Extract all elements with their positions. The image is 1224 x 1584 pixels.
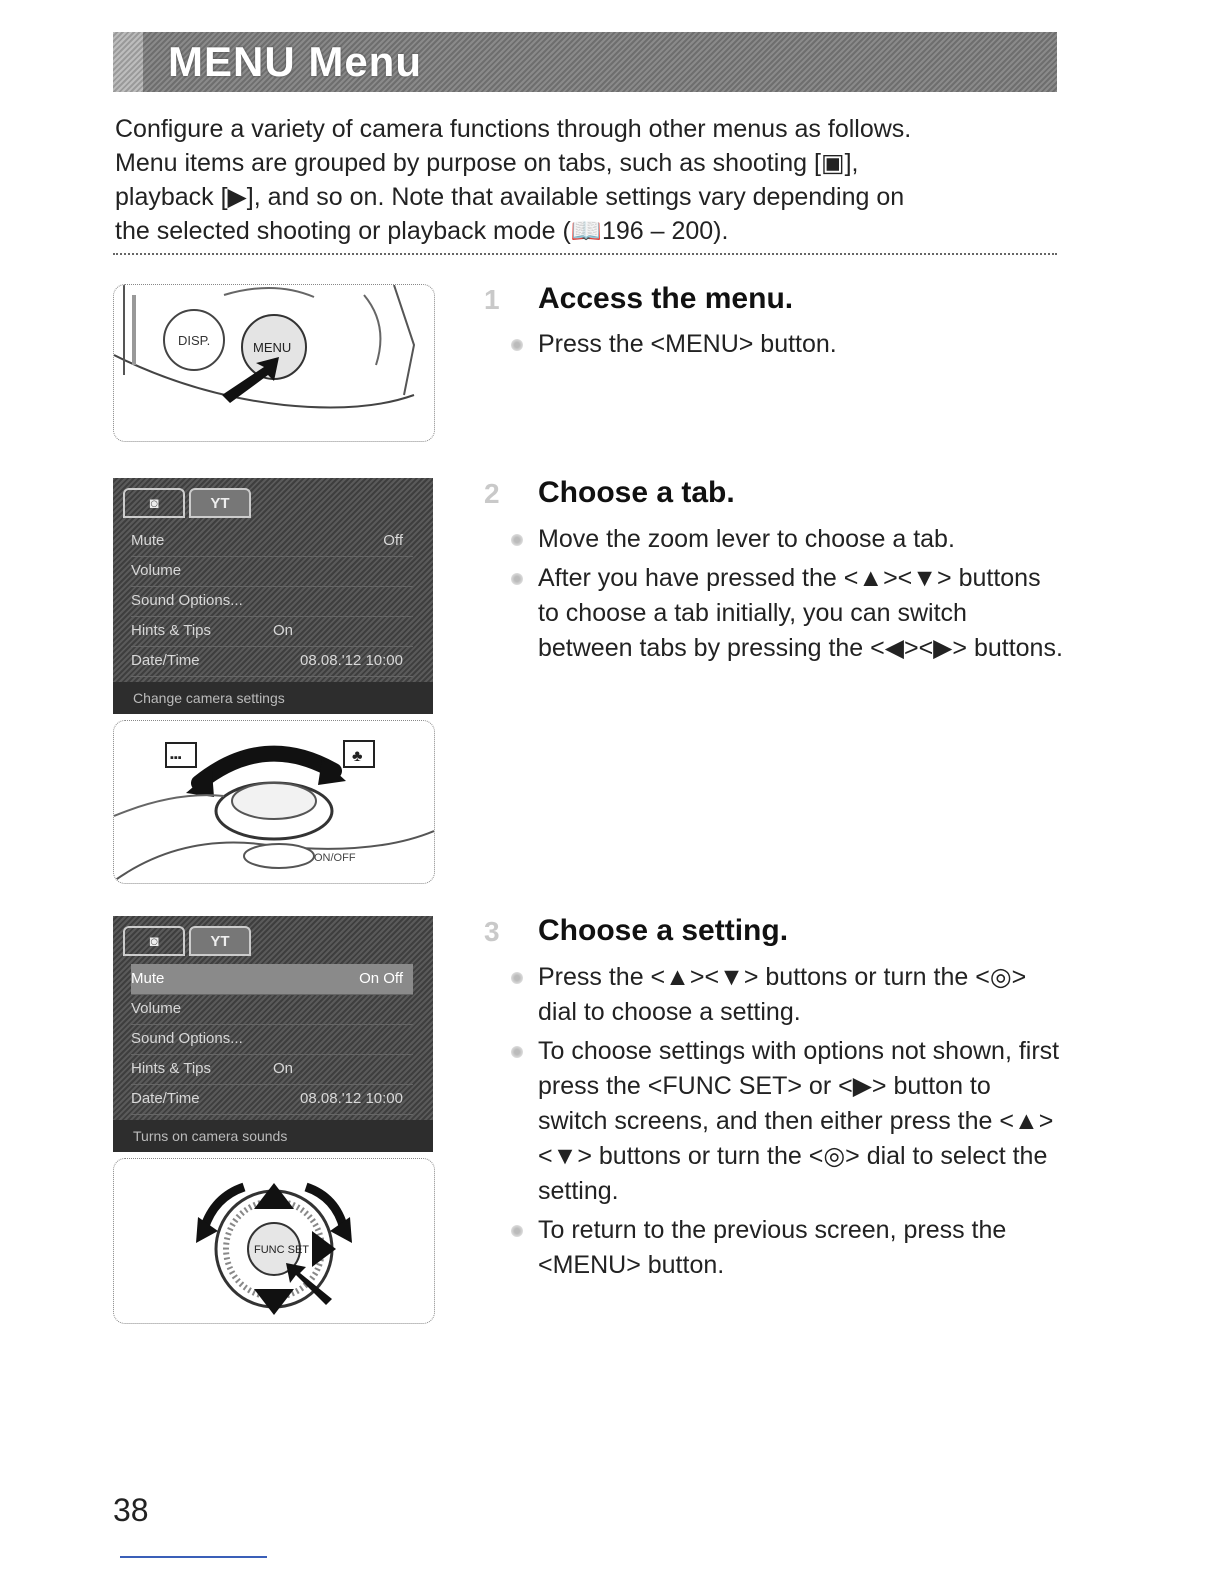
bullet-text: To choose settings with options not shown, first press the <FUNC SET> or <▶> button to switch screens, and then either press the <▲><▼> buttons or turn the <◎> dial to select the setting. [538, 1037, 1060, 1205]
step-bullets [505, 960, 1065, 1287]
menu-row [131, 994, 413, 1025]
menu-row-value: On [272, 622, 293, 639]
tools-icon: YT [210, 494, 230, 512]
menu-row-label: Hints & Tips [131, 622, 212, 639]
list-item [505, 960, 1065, 1030]
list-item [505, 522, 1065, 557]
tab-setup [189, 926, 251, 956]
menu-tabs [123, 488, 251, 518]
bullet-text: Press the <MENU> button. [538, 330, 837, 358]
bullet-icon [511, 1225, 523, 1237]
section-header-banner [113, 32, 1057, 92]
figure-menu-button [113, 284, 435, 442]
svg-text:▪▪▪: ▪▪▪ [170, 752, 182, 764]
menu-row-value: On [272, 1060, 293, 1077]
banner-notch [113, 32, 143, 92]
onoff-label: ON/OFF [314, 852, 356, 864]
menu-row-label: Mute [131, 970, 165, 987]
step-number: 1 [484, 284, 500, 315]
svg-text:♣: ♣ [352, 748, 363, 765]
menu-row [131, 1024, 413, 1055]
intro-line: playback [▶], and so on. Note that available settings vary depending on [115, 183, 905, 211]
menu-row [131, 556, 413, 587]
menu-hint-bar: Change camera settings [113, 682, 433, 714]
menu-row-label: Sound Options... [131, 1030, 243, 1047]
bullet-text: Move the zoom lever to choose a tab. [538, 525, 955, 553]
figure-control-dial [113, 1158, 435, 1324]
menu-row-value: Off [383, 532, 403, 549]
camera-top-illustration [114, 285, 434, 441]
menu-row-value: 08.08.'12 10:00 [300, 652, 403, 669]
intro-line: Menu items are grouped by purpose on tabs, such as shooting [▣], [115, 149, 859, 177]
step-number: 3 [484, 916, 500, 947]
intro-line: the selected shooting or playback mode (📖196 – 200). [115, 217, 729, 245]
camera-icon: ◙ [149, 494, 159, 512]
figure-zoom-lever [113, 720, 435, 884]
tab-setup [189, 488, 251, 518]
menu-row [131, 646, 413, 677]
step-bullets [505, 522, 1065, 670]
menu-row-value: 08.08.'12 10:00 [300, 1090, 403, 1107]
bullet-text: After you have pressed the <▲><▼> buttons to choose a tab initially, you can switch between tabs by pressing the <◀><▶> buttons. [538, 564, 1063, 662]
list-item [505, 1034, 1065, 1209]
menu-screen-setting-selected [113, 916, 433, 1152]
menu-row-label: Mute [131, 532, 165, 549]
step-bullets [505, 327, 1065, 366]
zoom-arrow-icon [199, 754, 334, 783]
menu-button-label: MENU [253, 340, 292, 355]
bullet-icon [511, 972, 523, 984]
step-title: Access the menu. [538, 282, 794, 315]
tools-icon: YT [210, 932, 230, 950]
page-number: 38 [113, 1492, 149, 1528]
control-dial-illustration [114, 1159, 434, 1323]
tab-shooting [123, 926, 185, 956]
dotted-divider [113, 253, 1057, 255]
step-title: Choose a setting. [538, 914, 789, 947]
menu-row-label: Sound Options... [131, 592, 243, 609]
menu-row [131, 1054, 413, 1085]
camera-icon: ◙ [149, 932, 159, 950]
zoom-lever-illustration [114, 721, 434, 883]
tab-shooting [123, 488, 185, 518]
menu-row [131, 526, 413, 557]
menu-hint-bar: Turns on camera sounds [113, 1120, 433, 1152]
menu-row-label: Date/Time [131, 652, 200, 669]
bullet-icon [511, 573, 523, 585]
list-item [505, 327, 1065, 362]
menu-row-label: Date/Time [131, 1090, 200, 1107]
bullet-text: Press the <▲><▼> buttons or turn the <◎> dial to choose a setting. [538, 963, 1027, 1026]
bullet-icon [511, 534, 523, 546]
menu-row [131, 586, 413, 617]
bullet-icon [511, 339, 523, 351]
menu-row [131, 616, 413, 647]
menu-screen-setup-tab [113, 478, 433, 714]
menu-row-value: On Off [359, 970, 403, 987]
bullet-text: To return to the previous screen, press the <MENU> button. [538, 1216, 1007, 1279]
menu-row-label: Volume [131, 1000, 182, 1017]
list-item [505, 561, 1065, 666]
menu-row-label: Hints & Tips [131, 1060, 212, 1077]
list-item [505, 1213, 1065, 1283]
bullet-icon [511, 1046, 523, 1058]
menu-row-selected [131, 964, 413, 995]
page-underline [120, 1556, 267, 1558]
menu-tabs [123, 926, 251, 956]
disp-button-label: DISP. [178, 333, 211, 348]
func-set-label: FUNC SET [254, 1244, 309, 1256]
intro-line: Configure a variety of camera functions through other menus as follows. [115, 115, 912, 143]
section-title: MENU Menu [168, 38, 422, 85]
step-title: Choose a tab. [538, 476, 735, 509]
step-number: 2 [484, 478, 500, 509]
menu-row [131, 1084, 413, 1115]
intro-paragraph [115, 112, 1055, 248]
menu-row-label: Volume [131, 562, 182, 579]
